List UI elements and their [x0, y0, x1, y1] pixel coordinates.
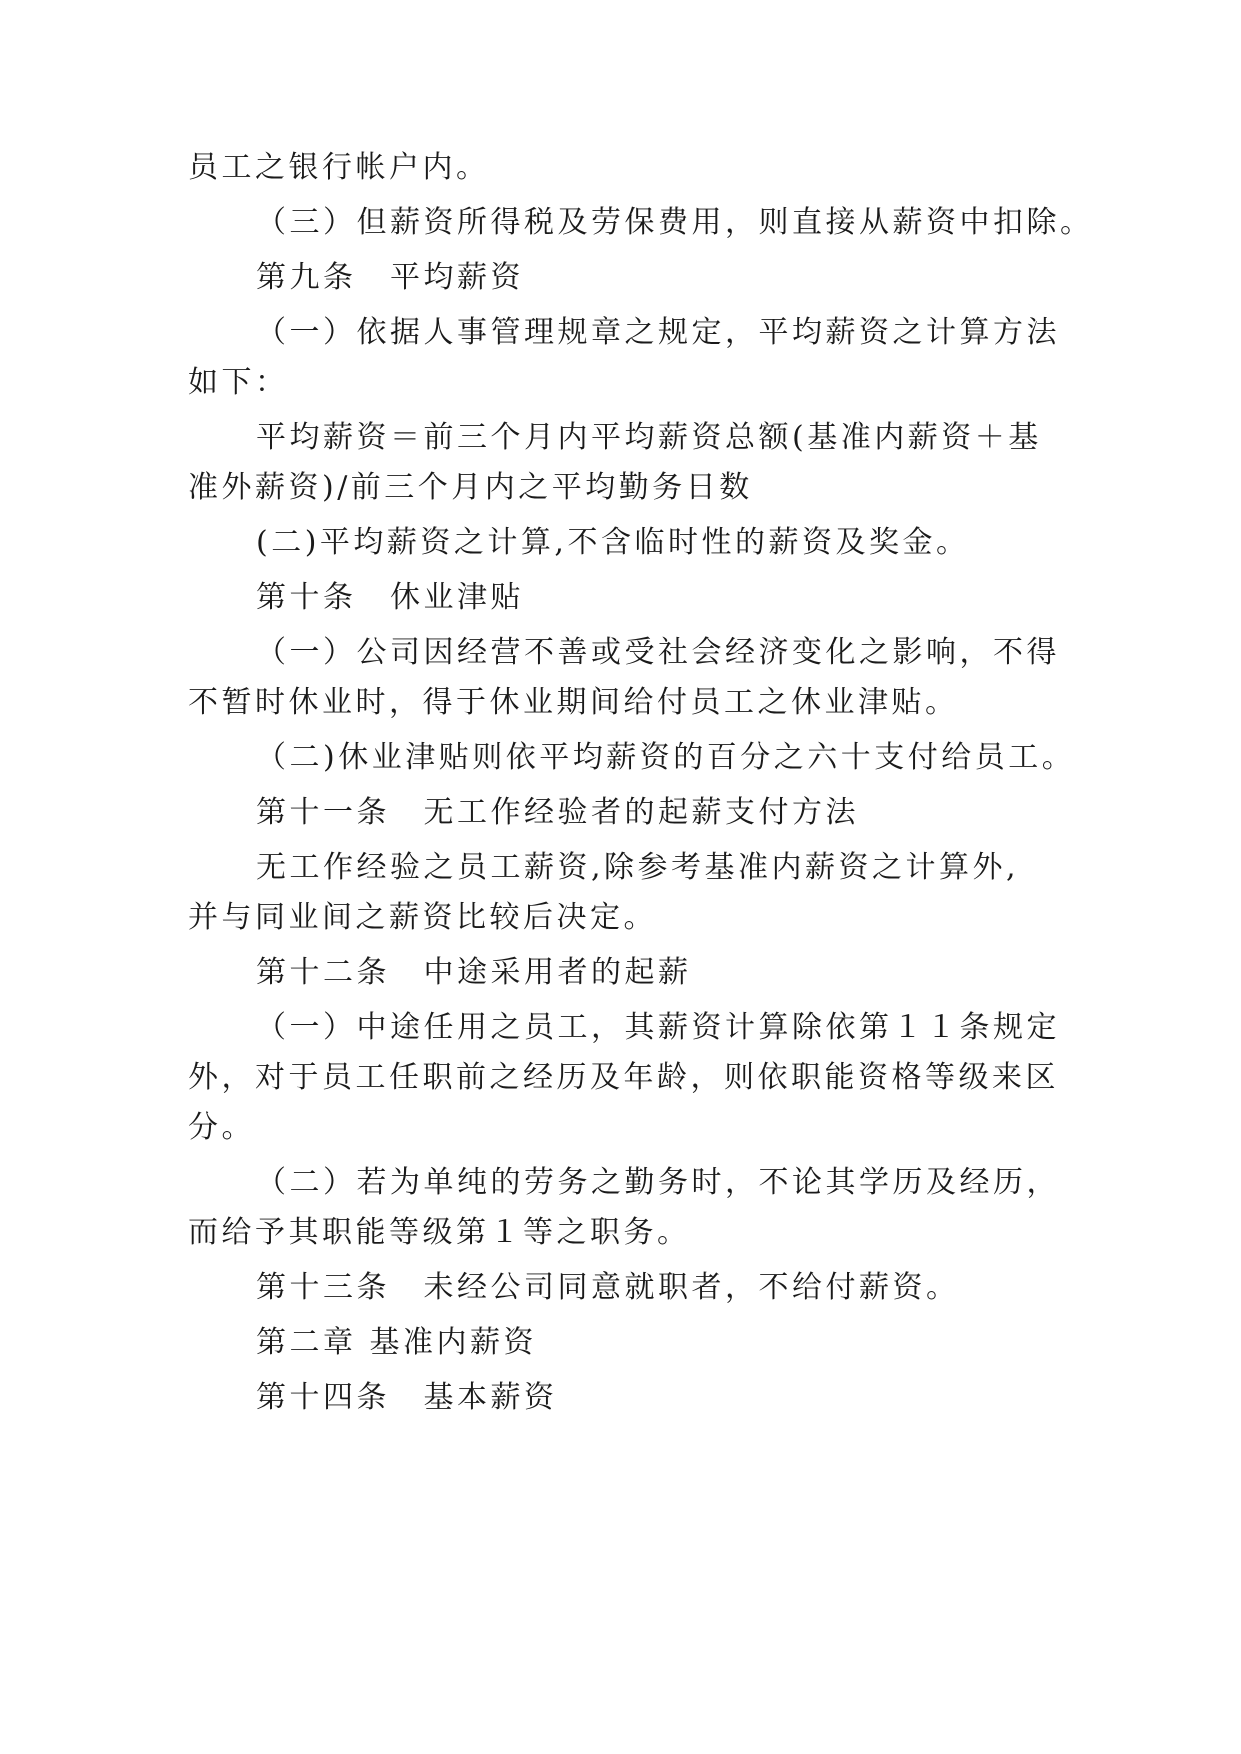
- text-line: （三）但薪资所得税及劳保费用，则直接从薪资中扣除。: [256, 205, 1094, 240]
- article-heading: 第十二条 中途采用者的起薪: [256, 955, 692, 990]
- text-line: 无工作经验之员工薪资,除参考基准内薪资之计算外,: [256, 850, 1020, 885]
- article-heading: 第九条 平均薪资: [256, 260, 524, 295]
- text-line: 分。: [188, 1110, 255, 1145]
- text-line: 而给予其职能等级第１等之职务。: [188, 1215, 691, 1250]
- article-heading: 第十三条 未经公司同意就职者，不给付薪资。: [256, 1270, 960, 1305]
- chapter-heading: 第二章 基准内薪资: [256, 1325, 538, 1360]
- text-line: （二）若为单纯的劳务之勤务时，不论其学历及经历，: [256, 1165, 1060, 1200]
- text-line: 如下：: [188, 365, 289, 400]
- text-line: 平均薪资＝前三个月内平均薪资总额(基准内薪资＋基: [256, 420, 1042, 455]
- text-line: 准外薪资)/前三个月内之平均勤务日数: [188, 470, 753, 505]
- text-line: 不暂时休业时，得于休业期间给付员工之休业津贴。: [188, 685, 959, 720]
- text-line: 外，对于员工任职前之经历及年龄，则依职能资格等级来区: [188, 1060, 1059, 1095]
- text-line: (二)平均薪资之计算,不含临时性的薪资及奖金。: [256, 525, 970, 560]
- article-heading: 第十条 休业津贴: [256, 580, 524, 615]
- text-line: （一）中途任用之员工，其薪资计算除依第１１条规定: [256, 1010, 1060, 1045]
- article-heading: 第十四条 基本薪资: [256, 1380, 558, 1415]
- text-line: （二)休业津贴则依平均薪资的百分之六十支付给员工。: [256, 740, 1076, 775]
- text-line: 员工之银行帐户内。: [188, 150, 490, 185]
- text-line: （一）依据人事管理规章之规定，平均薪资之计算方法: [256, 315, 1060, 350]
- article-heading: 第十一条 无工作经验者的起薪支付方法: [256, 795, 859, 830]
- text-line: （一）公司因经营不善或受社会经济变化之影响，不得: [256, 635, 1060, 670]
- text-line: 并与同业间之薪资比较后决定。: [188, 900, 657, 935]
